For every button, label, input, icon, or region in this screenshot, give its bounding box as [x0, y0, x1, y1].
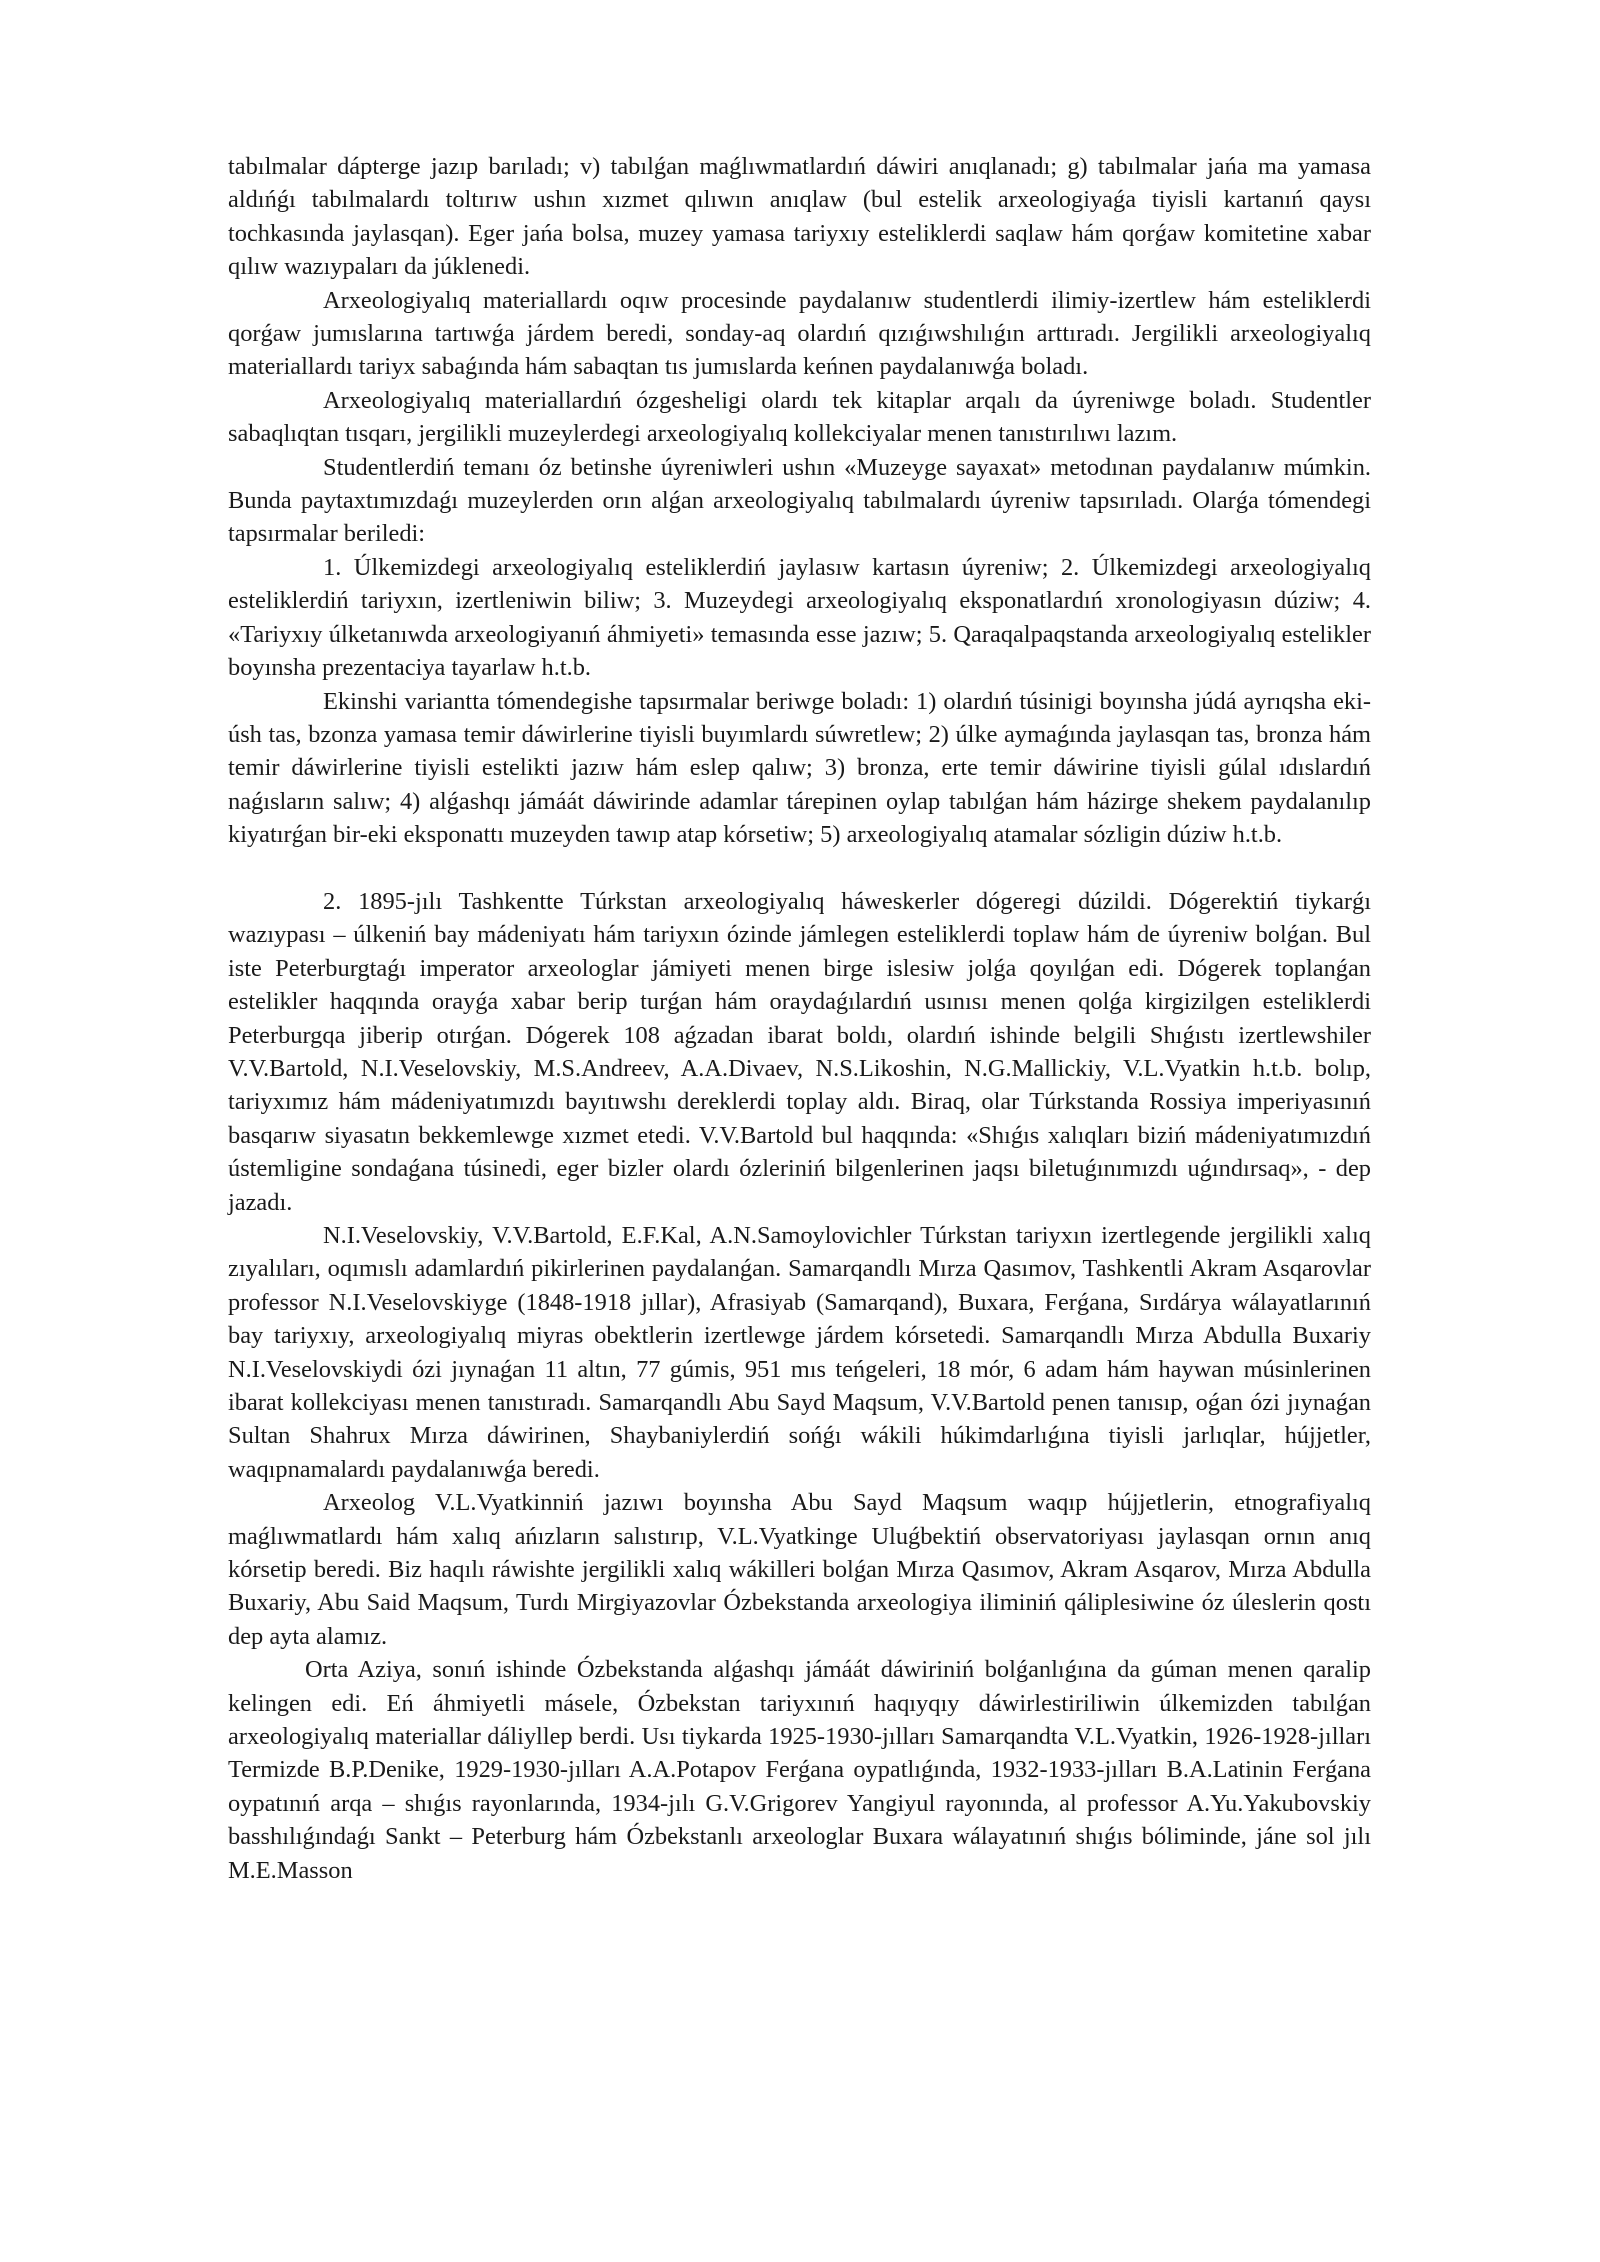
document-page — [228, 150, 1371, 1887]
paragraph-materials-specifics: Arxeologiyalıq materiallardıń ózgesheligi olardı tek kitaplar arqalı da úyreniwge boladı. Studentler sabaqlıqtan tısqarı, jergilikli muzeylerdegi arxeologiyalıq kollekciyalar menen tanıstırılıwı lazım. — [228, 386, 1371, 448]
paragraph-vyatkin-observatory: Arxeolog V.L.Vyatkinniń jazıwı boyınsha Abu Sayd Maqsum waqıp hújjetlerin, etnografiyalıq maǵlıwmatlardı hám xalıq ańızların salıstırıp, V.L.Vyatkinge Uluǵbektiń observatoriyası jaylasqan ornın anıq kórsetip beredi. Biz haqılı ráwishte jergilikli xalıq wákilleri bolǵan Mırza Qasımov, Akram Asqarov, Mırza Abdulla Buxariy, Abu Said Maqsum, Turdı Mirgiyazovlar Ózbekstanda arxeologiya iliminiń qáliplesiwine óz úleslerin qostı dep ayta alamız. — [228, 1489, 1371, 1650]
paragraph-central-asia-research: Orta Aziya, sonıń ishinde Ózbekstanda alǵashqı jámáát dáwiriniń bolǵanlıǵına da gúman menen qaralip kelingen edi. Eń áhmiyetli másele, Ózbekstan tariyxınıń haqıyqıy dáwirlestiriliwin úlkemizden tabılǵan arxeologiyalıq materiallar dáliyllep berdi. Usı tiykarda 1925-1930-jılları Samarqandta V.L.Vyatkin, 1926-1928-jılları Termizde B.P.Denike, 1929-1930-jılları A.A.Potapov Ferǵana oypatlıǵında, 1932-1933-jılları B.A.Latinin Ferǵana oypatınıń arqa – shıǵıs rayonlarında, 1934-jılı G.V.Grigorev Yangiyul rayonında, al professor A.Yu.Yakubovskiy basshılıǵındaǵı Sankt – Peterburg hám Ózbekstanlı arxeologlar Buxara wálayatınıń shıǵıs bóliminde, jáne sol jılı M.E.Masson — [228, 1656, 1371, 1884]
paragraph-task-list-1: 1. Úlkemizdegi arxeologiyalıq esteliklerdiń jaylasıw kartasın úyreniw; 2. Úlkemizdegi arxeologiyalıq esteliklerdiń tariyxın, izertleniwin biliw; 3. Muzeydegi arxeologiyalıq eksponatlardıń xronologiyasın dúziw; 4. «Tariyxıy úlketanıwda arxeologiyanıń áhmiyeti» temasında esse jazıw; 5. Qaraqalpaqstanda arxeologiyalıq estelikler boyınsha prezentaciya tayarlaw h.t.b. — [228, 553, 1371, 682]
paragraph-task-list-2: Ekinshi variantta tómendegishe tapsırmalar beriwge boladı: 1) olardıń túsinigi boyınsha júdá ayrıqsha eki-úsh tas, bzonza yamasa temir dáwirlerine tiyisli buyımlardı súwretlew; 2) úlke aymaǵında jaylasqan tas, bronza hám temir dáwirlerine tiyisli estelikti jazıw hám eslep qalıw; 3) bronza, erte temir dáwirine tiyisli gúlal ıdıslardıń naǵısların salıw; 4) alǵashqı jámáát dáwirinde adamlar tárepinen oylap tabılǵan hám házirge shekem paydalanılıp kiyatırǵan bir-eki eksponattı muzeyden tawıp atap kórsetiw; 5) arxeologiyalıq atamalar sózligin dúziw h.t.b. — [228, 687, 1371, 849]
paragraph-archaeological-materials-study: Arxeologiyalıq materiallardı oqıw procesinde paydalanıw studentlerdi ilimiy-izertlew hám esteliklerdi qorǵaw jumıslarına tartıwǵa járdem beredi, sonday-aq olardıń qızıǵıwshılıǵın arttıradı. Jergilikli arxeologiyalıq materiallardı tariyx sabaǵında hám sabaqtan tıs jumıslarda keńnen paydalanıwǵa boladı. — [228, 286, 1371, 381]
blank-line — [228, 852, 1371, 885]
paragraph-museum-trip-method: Studentlerdiń temanı óz betinshe úyreniwleri ushın «Muzeyge sayaxat» metodınan paydalanıw múmkin. Bunda paytaxtımızdaǵı muzeylerden orın alǵan arxeologiyalıq tabılmalardı úyreniw tapsırıladı. Olarǵa tómendegi tapsırmalar beriledi: — [228, 453, 1371, 548]
paragraph-continuation: tabılmalar dápterge jazıp barıladı; v) tabılǵan maǵlıwmatlardıń dáwiri anıqlanadı; g) tabılmalar jańa ma yamasa aldıńǵı tabılmalardı toltırıw ushın xızmet qılıwın anıqlaw (bul estelik arxeologiyaǵa tiyisli kartanıń qaysı tochkasında jaylasqan). Eger jańa bolsa, muzey yamasa tariyxıy esteliklerdi saqlaw hám qorǵaw komitetine xabar qılıw wazıypaları da júklenedi. — [228, 153, 1371, 281]
paragraph-section-2-circle: 2. 1895-jılı Tashkentte Túrkstan arxeologiyalıq háweskerler dógeregi dúzildi. Dógerektiń tiykarǵı wazıypası – úlkeniń bay mádeniyatı hám tariyxın ózinde jámlegen esteliklerdi toplaw hám de úyreniw bolǵan. Bul iste Peterburgtaǵı imperator arxeologlar jámiyeti menen birge islesiw jolǵa qoyılǵan edi. Dógerek toplanǵan estelikler haqqında orayǵa xabar berip turǵan hám oraydaǵılardıń usınısı menen qolǵa kirgizilgen esteliklerdi Peterburgqa jiberip otırǵan. Dógerek 108 aǵzadan ibarat boldı, olardıń ishinde belgili Shıǵıstı izertlewshiler V.V.Bartold, N.I.Veselovskiy, M.S.Andreev, A.A.Divaev, N.S.Likoshin, N.G.Mallickiy, V.L.Vyatkin h.t.b. bolıp, tariyxımız hám mádeniyatımızdı bayıtıwshı dereklerdi toplay aldı. Biraq, olar Túrkstanda Rossiya imperiyasınıń basqarıw siyasatın bekkemlewge xızmet etedi. V.V.Bartold bul haqqında: «Shıǵıs xalıqları biziń mádeniyatımızdıń ústemligine sondaǵana túsinedi, eger bizler olardı ózleriniń bilgenlerinen jaqsı biletuǵınımızdı uǵındırsaq», - dep jazadı. — [228, 887, 1371, 1216]
paragraph-local-scholars: N.I.Veselovskiy, V.V.Bartold, E.F.Kal, A.N.Samoylovichler Túrkstan tariyxın izertlegende jergilikli xalıq zıyalıları, oqımıslı adamlardıń pikirlerinen paydalanǵan. Samarqandlı Mırza Qasımov, Tashkentli Akram Asqarovlar professor N.I.Veselovskiyge (1848-1918 jıllar), Afrasiyab (Samarqand), Buxara, Ferǵana, Sırdárya wálayatlarınıń bay tariyxıy, arxeologiyalıq miyras obektlerin izertlewge járdem kórsetedi. Samarqandlı Mırza Abdulla Buxariy N.I.Veselovskiydi ózi jıynaǵan 11 altın, 77 gúmis, 951 mıs teńgeleri, 18 mór, 6 adam hám haywan músinlerinen ibarat kollekciyası menen tanıstıradı. Samarqandlı Abu Sayd Maqsum, V.V.Bartold penen tanısıp, oǵan ózi jıynaǵan Sultan Shahrux Mırza dáwirinen, Shaybaniylerdiń sońǵı wákili húkimdarlıǵına tiyisli jarlıqlar, hújjetler, waqıpnamalardı paydalanıwǵa beredi. — [228, 1221, 1371, 1483]
